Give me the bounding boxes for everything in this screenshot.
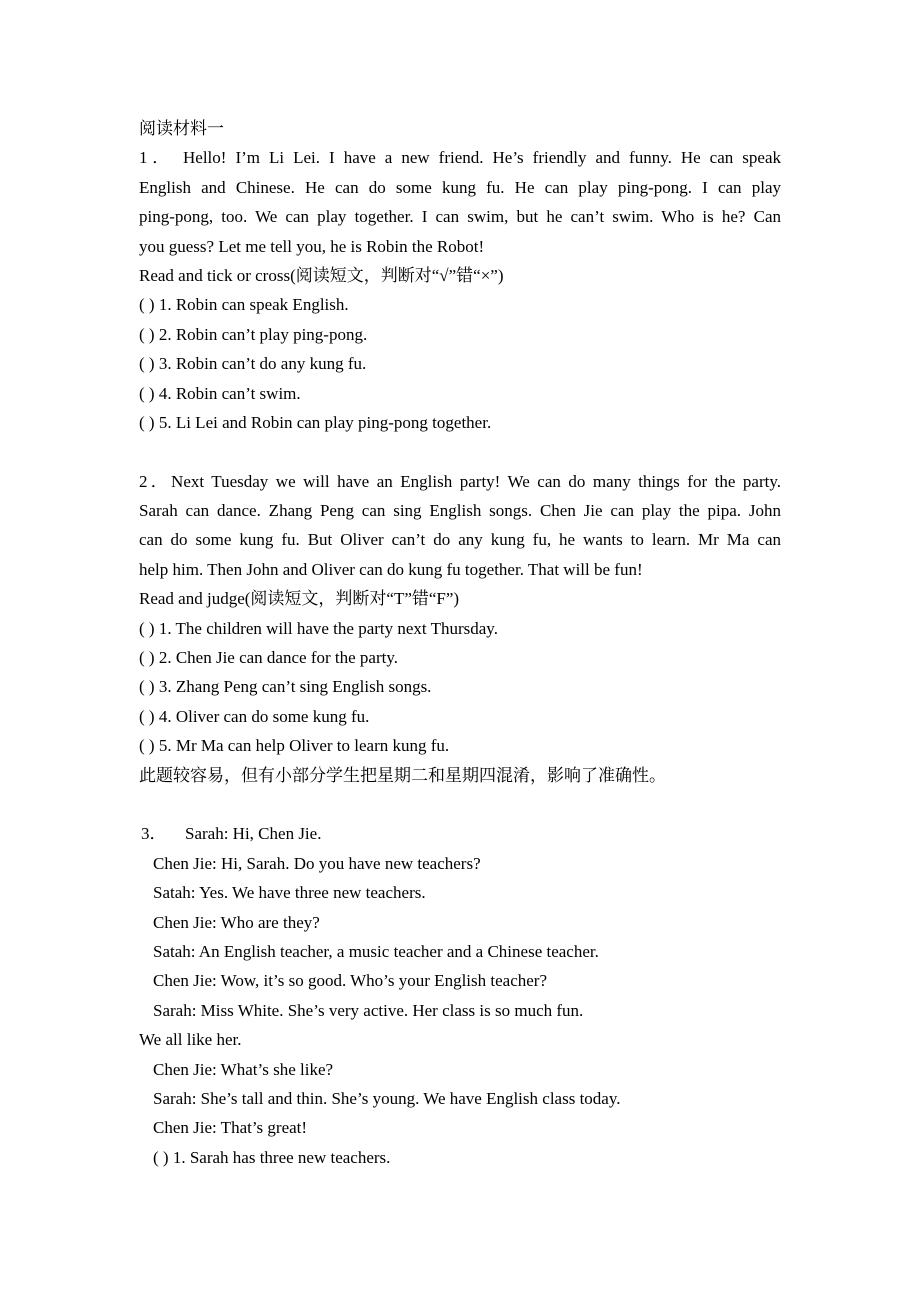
instruction: Read and judge(阅读短文，判断对“T”错“F”) (139, 589, 460, 609)
document-title: 阅读材料一 (139, 119, 224, 138)
teacher-note: 此题较容易，但有小部分学生把星期二和星期四混淆，影响了准确性。 (139, 765, 666, 785)
question-item: ( ) 3. Zhang Peng can’t sing English songs. (139, 677, 432, 697)
passage-line: ping-pong, too. We can play together. I can swim, but he can’t swim. Who is he? Can (139, 207, 781, 227)
passage-line: 2．Next Tuesday we will have an English party! We can do many things for the party. (139, 471, 781, 491)
passage-line: Sarah can dance. Zhang Peng can sing English songs. Chen Jie can play the pipa. John (139, 501, 781, 521)
dialogue-line: Satah: An English teacher, a music teacher and a Chinese teacher. (153, 941, 599, 961)
question-item: ( ) 2. Robin can’t play ping-pong. (139, 324, 368, 344)
section-2 (139, 467, 781, 790)
dialogue-line: Sarah: She’s tall and thin. She’s young. We have English class today. (153, 1088, 621, 1108)
dialogue-line: Sarah: Hi, Chen Jie. (185, 824, 322, 844)
section-number: 3． (141, 824, 167, 844)
question-item: ( ) 3. Robin can’t do any kung fu. (139, 354, 367, 374)
instruction: Read and tick or cross(阅读短文，判断对“√”错“×”) (139, 265, 504, 285)
question-item: ( ) 1. Sarah has three new teachers. (153, 1147, 391, 1167)
passage-line: 1． Hello! I’m Li Lei. I have a new friend. He’s friendly and funny. He can speak (139, 148, 781, 168)
dialogue-continuation: We all like her. (139, 1030, 242, 1050)
spacer (139, 790, 781, 819)
question-item: ( ) 4. Robin can’t swim. (139, 383, 301, 403)
dialogue-first-line (139, 819, 781, 848)
section-1 (139, 143, 781, 437)
passage-line: English and Chinese. He can do some kung fu. He can play ping-pong. I can play (139, 177, 781, 197)
question-item: ( ) 2. Chen Jie can dance for the party. (139, 648, 398, 668)
passage-line: help him. Then John and Oliver can do kung fu together. That will be fun! (139, 559, 643, 579)
dialogue-line: Chen Jie: Hi, Sarah. Do you have new teachers? (153, 853, 481, 873)
question-item: ( ) 5. Mr Ma can help Oliver to learn kung fu. (139, 736, 450, 756)
document-content (139, 114, 781, 1172)
dialogue-line: Chen Jie: Who are they? (153, 912, 320, 932)
dialogue-line: Satah: Yes. We have three new teachers. (153, 883, 426, 903)
question-item: ( ) 1. The children will have the party next Thursday. (139, 618, 498, 638)
question-item: ( ) 1. Robin can speak English. (139, 295, 349, 315)
passage-line: can do some kung fu. But Oliver can’t do any kung fu, he wants to learn. Mr Ma can (139, 530, 781, 550)
dialogue-line: Chen Jie: That’s great! (153, 1118, 308, 1138)
dialogue-line: Sarah: Miss White. She’s very active. Her class is so much fun. (153, 1000, 584, 1020)
section-3 (139, 819, 781, 1172)
dialogue-line: Chen Jie: What’s she like? (153, 1059, 334, 1079)
passage-line: you guess? Let me tell you, he is Robin the Robot! (139, 236, 485, 256)
dialogue-line: Chen Jie: Wow, it’s so good. Who’s your English teacher? (153, 971, 547, 991)
question-item: ( ) 5. Li Lei and Robin can play ping-pong together. (139, 412, 492, 432)
question-item: ( ) 4. Oliver can do some kung fu. (139, 706, 370, 726)
spacer (139, 437, 781, 466)
